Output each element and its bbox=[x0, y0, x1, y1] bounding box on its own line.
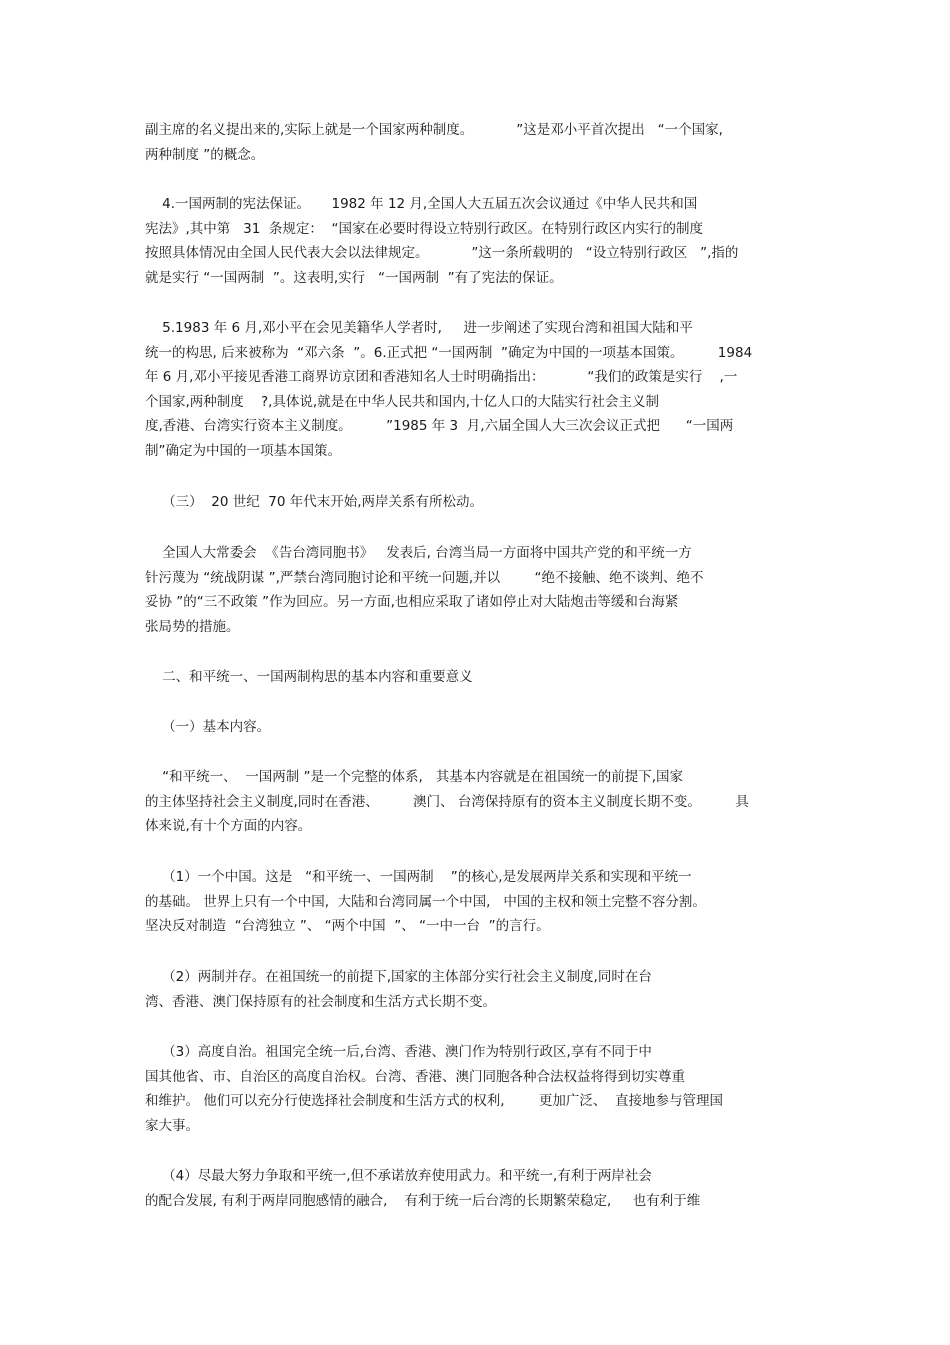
text-line: 和维护。 他们可以充分行使选择社会制度和生活方式的权利, 更加广泛、 直接地参与管理国 bbox=[145, 1093, 723, 1109]
text-line: 制”确定为中国的一项基本国策。 bbox=[145, 442, 341, 459]
paragraph-point-2 bbox=[145, 965, 800, 1014]
text-line: 湾、香港、澳门保持原有的社会制度和生活方式长期不变。 bbox=[145, 993, 496, 1010]
paragraph-continuation bbox=[145, 118, 800, 167]
text-line: 统一的构思, 后来被称为 “邓六条 ”。6.正式把 “一国两制 ”确定为中国的一项基本国策。 1984 bbox=[145, 344, 753, 361]
text-line: 度,香港、台湾实行资本主义制度。 ”1985 年 3 月,六届全国人大三次会议正式把 “一国两 bbox=[145, 418, 734, 434]
text-line: 国其他省、市、自治区的高度自治权。台湾、香港、澳门同胞各种合法权益将得到切实尊重 bbox=[145, 1068, 685, 1085]
text-line: （1）一个中国。这是 “和平统一、一国两制 ”的核心,是发展两岸关系和实现和平统一 bbox=[145, 869, 692, 885]
paragraph-point-3 bbox=[145, 1040, 800, 1138]
paragraph-point-4 bbox=[145, 1164, 800, 1213]
text-line: （3）高度自治。祖国完全统一后,台湾、香港、澳门作为特别行政区,享有不同于中 bbox=[145, 1044, 652, 1060]
text-line: 副主席的名义提出来的,实际上就是一个国家两种制度。 ”这是邓小平首次提出 “一个国家, bbox=[145, 122, 723, 138]
text-line: 全国人大常委会 《告台湾同胞书》 发表后, 台湾当局一方面将中国共产党的和平统一方 bbox=[145, 545, 692, 561]
paragraph-system bbox=[145, 765, 800, 839]
text-line: 的配合发展, 有利于两岸同胞感情的融合, 有利于统一后台湾的长期繁荣稳定, 也有利于维 bbox=[145, 1192, 701, 1209]
text-line: 体来说,有十个方面的内容。 bbox=[145, 818, 312, 834]
section-heading: （三） 20 世纪 70 年代末开始,两岸关系有所松动。 bbox=[145, 494, 484, 510]
text-line: 宪法》,其中第 31 条规定： “国家在必要时得设立特别行政区。在特别行政区内实行的制度 bbox=[145, 220, 704, 237]
text-line: 妥协 ”的“三不政策 ”作为回应。另一方面,也相应采取了诸如停止对大陆炮击等缓和台海紧 bbox=[145, 594, 679, 610]
paragraph-item-4 bbox=[145, 192, 800, 290]
paragraph-npc-letter bbox=[145, 541, 800, 639]
text-line: 5.1983 年 6 月,邓小平在会见美籍华人学者时, 进一步阐述了实现台湾和祖国大陆和平 bbox=[145, 320, 693, 336]
text-line: 针污蔑为 “统战阴谋 ”,严禁台湾同胞讨论和平统一问题,并以 “绝不接触、绝不谈判、绝不 bbox=[145, 569, 704, 586]
section-heading: （一）基本内容。 bbox=[145, 719, 271, 735]
text-line: 的基础。 世界上只有一个中国, 大陆和台湾同属一个中国, 中国的主权和领土完整不容分割。 bbox=[145, 893, 706, 910]
text-line: “和平统一、 一国两制 ”是一个完整的体系, 其基本内容就是在祖国统一的前提下,国家 bbox=[145, 769, 683, 785]
text-line: 两种制度 ”的概念。 bbox=[145, 146, 265, 163]
text-line: 就是实行 “一国两制 ”。这表明,实行 “一国两制 ”有了宪法的保证。 bbox=[145, 269, 563, 286]
section-heading: 二、和平统一、一国两制构思的基本内容和重要意义 bbox=[145, 669, 473, 685]
text-line: 按照具体情况由全国人民代表大会以法律规定。 ”这一条所载明的 “设立特别行政区 ”,指的 bbox=[145, 245, 739, 261]
text-line: 坚决反对制造 “台湾独立 ”、 “两个中国 ”、 “一中一台 ”的言行。 bbox=[145, 918, 550, 934]
text-line: （2）两制并存。在祖国统一的前提下,国家的主体部分实行社会主义制度,同时在台 bbox=[145, 969, 652, 985]
paragraph-item-5-6 bbox=[145, 316, 800, 463]
text-line: （4）尽最大努力争取和平统一,但不承诺放弃使用武力。和平统一,有利于两岸社会 bbox=[145, 1168, 652, 1184]
paragraph-section-3 bbox=[145, 490, 800, 515]
paragraph-basic-content bbox=[145, 715, 800, 740]
text-line: 张局势的措施。 bbox=[145, 618, 240, 635]
text-line: 4.一国两制的宪法保证。 1982 年 12 月,全国人大五届五次会议通过《中华人民共和国 bbox=[145, 196, 698, 212]
text-line: 年 6 月,邓小平接见香港工商界访京团和香港知名人士时明确指出： “我们的政策是实行 ,一 bbox=[145, 369, 738, 385]
paragraph-point-1 bbox=[145, 865, 800, 939]
text-line: 家大事。 bbox=[145, 1117, 199, 1134]
text-line: 个国家,两种制度 ?,具体说,就是在中华人民共和国内,十亿人口的大陆实行社会主义制 bbox=[145, 393, 659, 410]
paragraph-part-2 bbox=[145, 665, 800, 690]
text-line: 的主体坚持社会主义制度,同时在香港、 澳门、 台湾保持原有的资本主义制度长期不变。 具 bbox=[145, 793, 749, 810]
